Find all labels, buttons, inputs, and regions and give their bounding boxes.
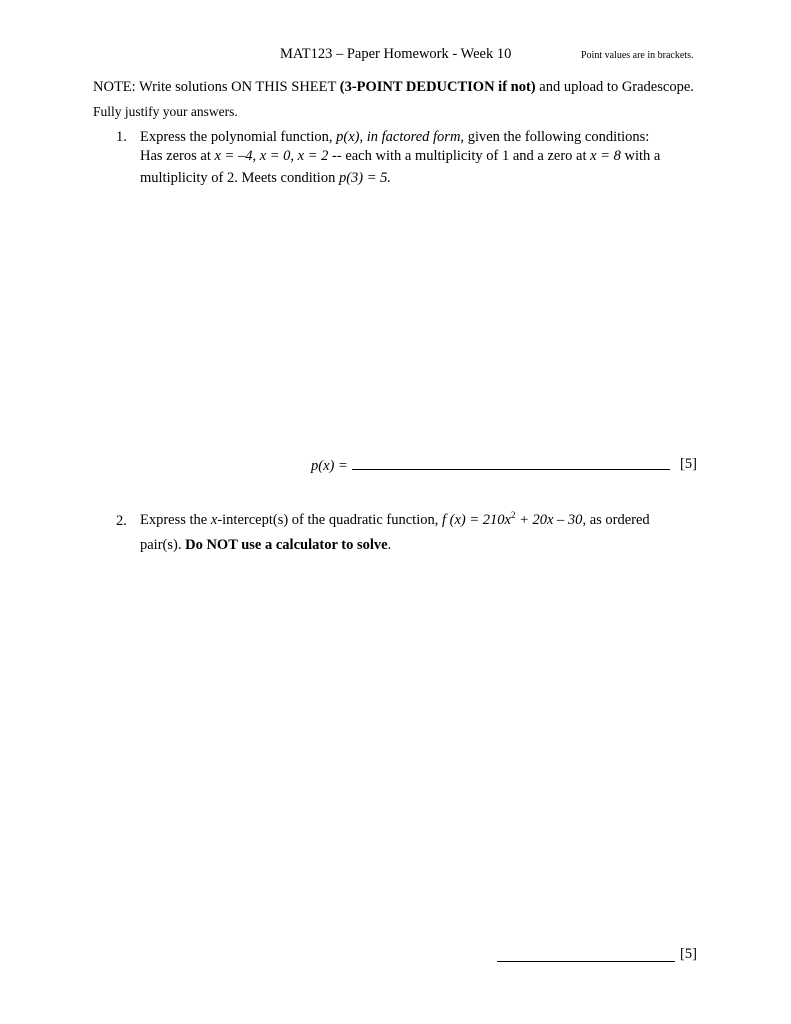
q1-zero-8: x = 8 [590, 148, 621, 164]
q2-no-calculator: Do NOT use a calculator to solve [185, 537, 388, 553]
question-1-line-1 [140, 129, 649, 146]
q2-period: . [387, 537, 392, 553]
q1-zeros: x = –4, x = 0, x = 2 [214, 148, 329, 164]
q1-factored-form: in factored form, [366, 129, 465, 145]
q1-func-name: p(x) [336, 129, 360, 145]
q1-answer-blank[interactable] [352, 456, 670, 470]
q1-condition: p(3) = 5. [338, 170, 392, 186]
submission-note [93, 79, 694, 96]
note-suffix: and upload to Gradescope. [535, 79, 694, 95]
question-1-points: [5] [680, 456, 697, 472]
note-deduction: (3-POINT DEDUCTION if not) [339, 79, 536, 95]
point-values-note: Point values are in brackets. [581, 50, 694, 61]
q1-zeros-label: Has zeros at [140, 148, 215, 164]
q2-x: x [210, 512, 218, 528]
question-1-answer-line [311, 456, 670, 475]
q1-answer-label: p(x) = [311, 458, 348, 474]
q2-function-exponent: 2 [510, 510, 516, 520]
question-2-points: [5] [680, 946, 697, 962]
q2-as-ordered: , as ordered [582, 512, 650, 528]
q1-with-a: with a [620, 148, 661, 164]
question-2-number: 2. [116, 513, 127, 529]
question-2-answer-blank[interactable] [497, 947, 675, 962]
question-1-line-3 [140, 170, 391, 187]
q2-function-rhs: + 20x – 30 [515, 512, 583, 528]
q2-text-mid: -intercept(s) of the quadratic function, [217, 512, 442, 528]
page-title: MAT123 – Paper Homework - Week 10 [280, 46, 512, 62]
q1-text: Express the polynomial function, [140, 129, 337, 145]
q1-sep: , [359, 129, 367, 145]
note-prefix: NOTE: Write solutions ON THIS SHEET [93, 79, 340, 95]
q1-multiplicity-text: -- each with a multiplicity of 1 and a zero at [328, 148, 591, 164]
q1-text-end: given the following conditions: [464, 129, 650, 145]
q2-pairs: pair(s). [140, 537, 186, 553]
question-1-number: 1. [116, 129, 127, 145]
q2-text: Express the [140, 512, 211, 528]
question-2-line-2 [140, 537, 391, 554]
question-2-line-1 [140, 512, 650, 529]
q1-condition-label: multiplicity of 2. Meets condition [140, 170, 339, 186]
q2-function-lhs: f (x) = 210x [441, 512, 511, 528]
question-1-line-2 [140, 148, 660, 165]
justify-instruction: Fully justify your answers. [93, 104, 238, 119]
